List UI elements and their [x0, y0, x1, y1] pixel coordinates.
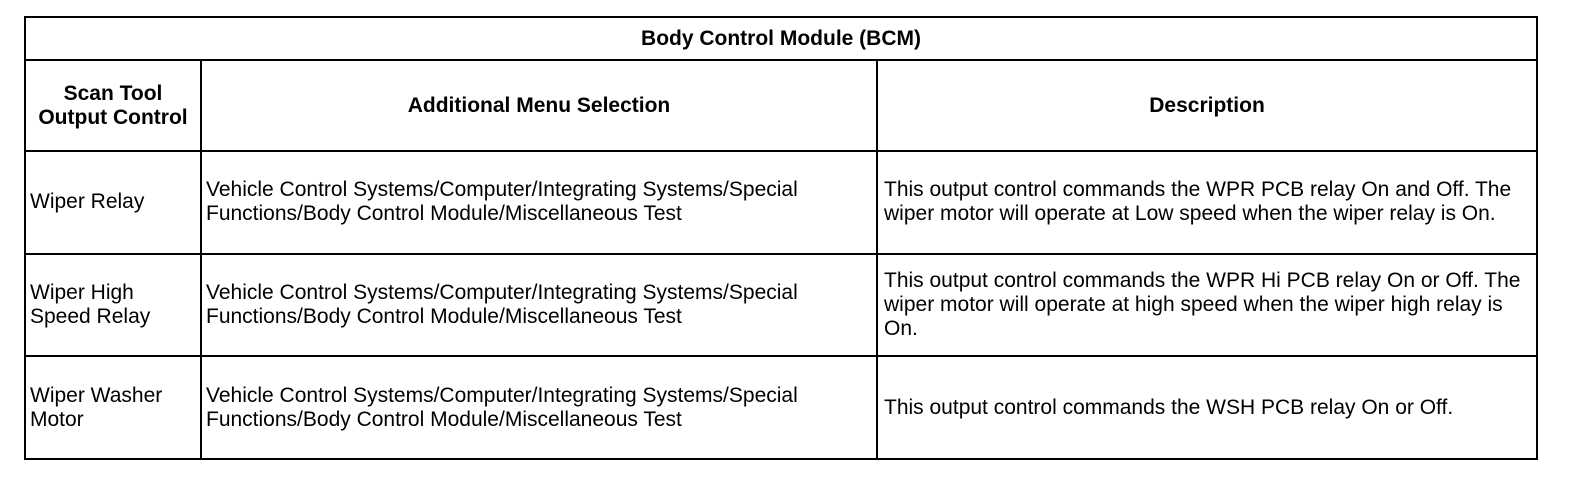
menu-selection-cell: Vehicle Control Systems/Computer/Integrating Systems/Special Functions/Body Control Module/Miscellaneous Test: [201, 356, 877, 459]
header-scan-tool-output-control: Scan Tool Output Control: [25, 60, 201, 151]
description-cell: This output control commands the WPR PCB relay On and Off. The wiper motor will operate at Low speed when the wiper relay is On.: [877, 151, 1537, 254]
output-control-cell: Wiper Relay: [25, 151, 201, 254]
header-description: Description: [877, 60, 1537, 151]
table-row: [25, 254, 1537, 357]
description-cell: This output control commands the WPR Hi PCB relay On or Off. The wiper motor will operate at high speed when the wiper high relay is On.: [877, 254, 1537, 357]
header-additional-menu-selection: Additional Menu Selection: [201, 60, 877, 151]
table-title-row: [25, 17, 1537, 60]
menu-selection-cell: Vehicle Control Systems/Computer/Integrating Systems/Special Functions/Body Control Module/Miscellaneous Test: [201, 151, 877, 254]
table-row: [25, 356, 1537, 459]
output-control-cell: Wiper High Speed Relay: [25, 254, 201, 357]
description-cell: This output control commands the WSH PCB relay On or Off.: [877, 356, 1537, 459]
table-header-row: [25, 60, 1537, 151]
menu-selection-cell: Vehicle Control Systems/Computer/Integrating Systems/Special Functions/Body Control Module/Miscellaneous Test: [201, 254, 877, 357]
output-control-cell: Wiper Washer Motor: [25, 356, 201, 459]
bcm-output-control-table: [24, 16, 1538, 460]
table-row: [25, 151, 1537, 254]
table-title: Body Control Module (BCM): [25, 17, 1537, 60]
